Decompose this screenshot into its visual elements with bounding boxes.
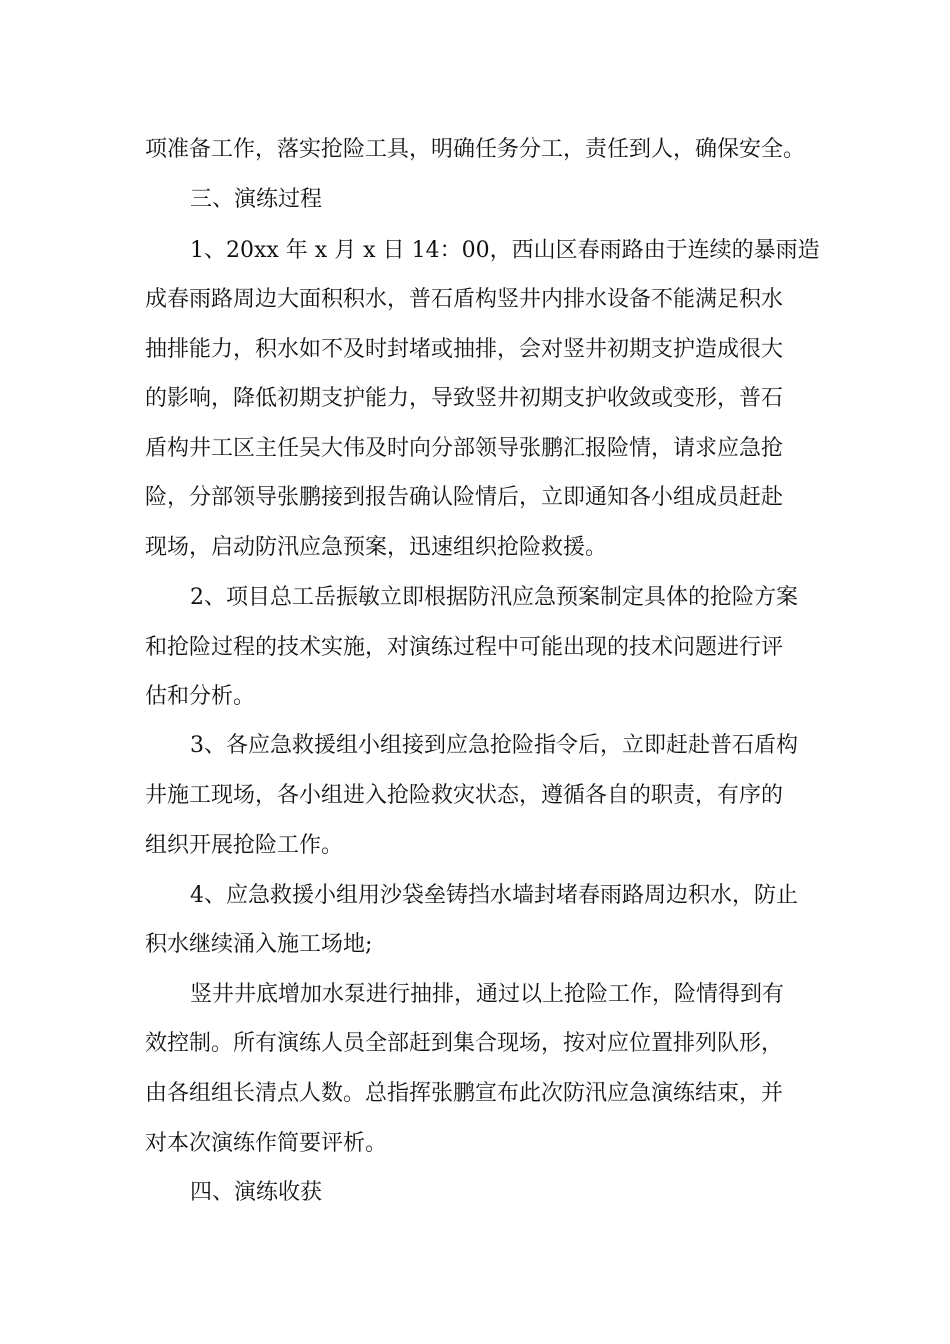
paragraph-line: 和抢险过程的技术实施，对演练过程中可能出现的技术问题进行评 xyxy=(145,635,784,660)
paragraph-line: 项准备工作，落实抢险工具，明确任务分工，责任到人，确保安全。 xyxy=(145,137,806,162)
section-heading: 四、演练收获 xyxy=(190,1180,323,1205)
paragraph-line: 积水继续涌入施工场地; xyxy=(145,932,373,957)
paragraph-line: 险，分部领导张鹏接到报告确认险情后，立即通知各小组成员赶赴 xyxy=(145,485,784,510)
paragraph-line: 对本次演练作简要评析。 xyxy=(145,1131,388,1156)
paragraph-line: 现场，启动防汛应急预案，迅速组织抢险救援。 xyxy=(145,535,608,560)
section-heading: 三、演练过程 xyxy=(190,187,323,212)
paragraph-line: 4、应急救援小组用沙袋垒铸挡水墙封堵春雨路周边积水，防止 xyxy=(190,883,798,908)
paragraph-line: 2、项目总工岳振敏立即根据防汛应急预案制定具体的抢险方案 xyxy=(190,585,798,610)
paragraph-line: 抽排能力，积水如不及时封堵或抽排，会对竖井初期支护造成很大 xyxy=(145,337,784,362)
paragraph-line: 成春雨路周边大面积积水，普石盾构竖井内排水设备不能满足积水 xyxy=(145,287,784,312)
paragraph-line: 估和分析。 xyxy=(145,684,256,709)
paragraph-line: 组织开展抢险工作。 xyxy=(145,833,344,858)
paragraph-line: 井施工现场，各小组进入抢险救灾状态，遵循各自的职责，有序的 xyxy=(145,783,784,808)
paragraph-line: 竖井井底增加水泵进行抽排，通过以上抢险工作，险情得到有 xyxy=(190,982,785,1007)
paragraph-line: 3、各应急救援组小组接到应急抢险指令后，立即赶赴普石盾构 xyxy=(190,733,798,758)
paragraph-line: 的影响，降低初期支护能力，导致竖井初期支护收敛或变形，普石 xyxy=(145,386,784,411)
paragraph-line: 效控制。所有演练人员全部赶到集合现场，按对应位置排列队形， xyxy=(145,1031,784,1056)
paragraph-line: 由各组组长清点人数。总指挥张鹏宣布此次防汛应急演练结束，并 xyxy=(145,1081,784,1106)
paragraph-line: 1、20xx 年 x 月 x 日 14：00，西山区春雨路由于连续的暴雨造 xyxy=(190,238,820,263)
paragraph-line: 盾构井工区主任吴大伟及时向分部领导张鹏汇报险情，请求应急抢 xyxy=(145,436,784,461)
